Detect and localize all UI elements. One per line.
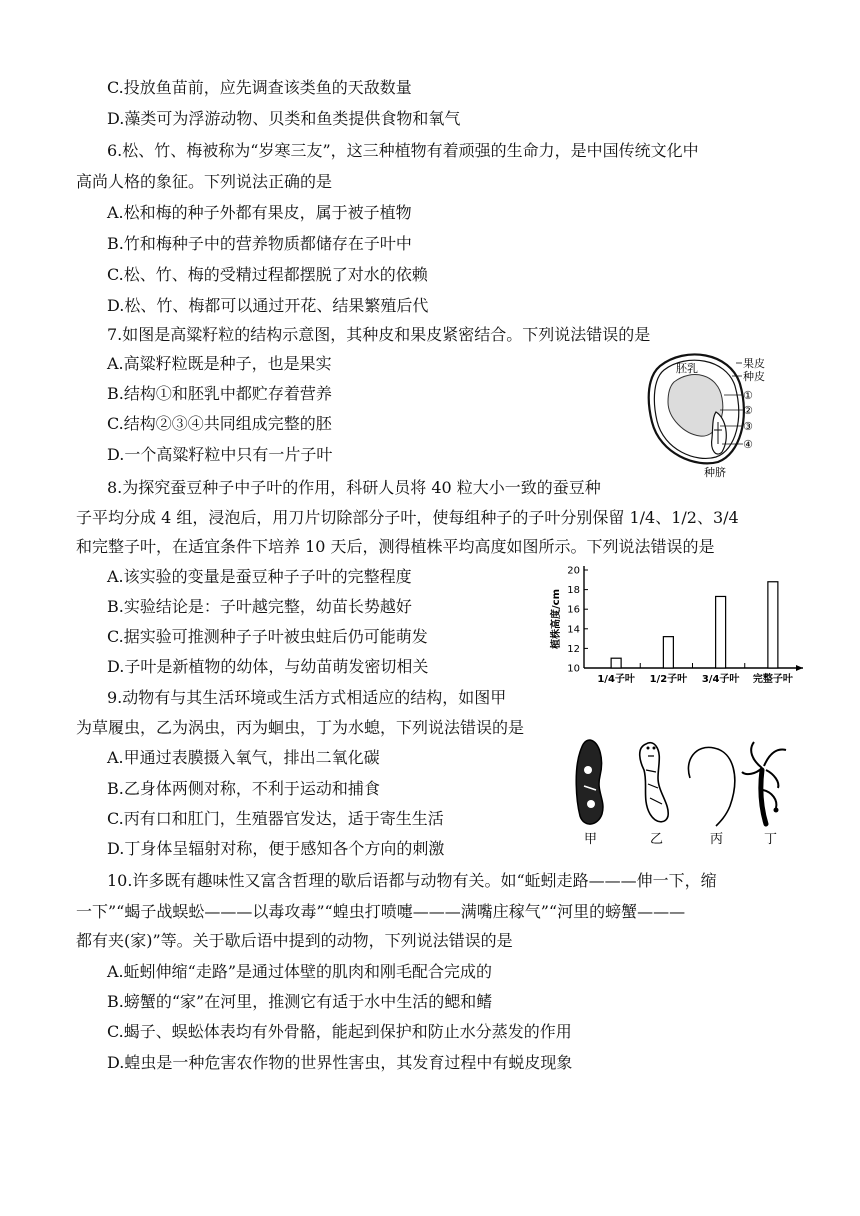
label-hilum: 种脐 [704,466,726,479]
bar-chart-svg [548,560,810,690]
q6-option-b: B.竹和梅种子中的营养物质都储存在子叶中 [107,234,412,253]
q6-option-c: C.松、竹、梅的受精过程都摆脱了对水的依赖 [107,265,428,284]
animals-figure [566,730,804,846]
label-1: ① [743,389,753,402]
sorghum-seed-figure [640,346,790,481]
label-3: ③ [743,420,753,433]
q8-option-d: D.子叶是新植物的幼体，与幼苗萌发密切相关 [107,657,429,676]
q10-option-b: B.螃蟹的“家”在河里，推测它有适于水中生活的鳃和鳍 [107,992,493,1011]
y-tick-label: 16 [567,604,580,616]
bar [663,637,673,668]
q9-option-b: B.乙身体两侧对称，不利于运动和捕食 [107,779,380,798]
embryo [712,412,727,454]
q7-stem: 7.如图是高粱籽粒的结构示意图，其种皮和果皮紧密结合。下列说法错误的是 [107,325,651,344]
y-tick-label: 14 [567,624,580,636]
y-tick-label: 20 [567,565,580,577]
q8-option-a: A.该实验的变量是蚕豆种子子叶的完整程度 [107,567,412,586]
y-tick-label: 10 [567,663,580,675]
q9-stem-line1: 9.动物有与其生活环境或生活方式相适应的结构，如图甲 [107,688,507,707]
label-ding: 丁 [764,832,778,846]
q6-stem-line1: 6.松、竹、梅被称为“岁寒三友”，这三种植物有着顽强的生命力，是中国传统文化中 [107,141,699,160]
bar [611,658,621,668]
paramecium-drawing [576,740,603,824]
q9-option-a: A.甲通过表膜摄入氧气，排出二氧化碳 [107,748,380,767]
q5-option-d: D.藻类可为浮游动物、贝类和鱼类提供食物和氧气 [107,109,461,128]
x-category-label: 1/2子叶 [649,674,688,685]
q9-stem-line2: 为草履虫，乙为涡虫，丙为蛔虫，丁为水螅，下列说法错误的是 [76,718,525,737]
q9-option-d: D.丁身体呈辐射对称，便于感知各个方向的刺激 [107,839,445,858]
q5-option-c: C.投放鱼苗前，应先调查该类鱼的天敌数量 [107,78,412,97]
q6-option-a: A.松和梅的种子外都有果皮，属于被子植物 [107,203,412,222]
q10-stem-line3: 都有夹(家)”等。关于歇后语中提到的动物，下列说法错误的是 [76,931,513,950]
q7-option-c: C.结构②③④共同组成完整的胚 [107,414,332,433]
x-axis-arrow [796,665,803,671]
label-seed-coat: 种皮 [743,370,765,383]
label-2: ② [743,404,753,417]
q7-option-a: A.高粱籽粒既是种子，也是果实 [107,354,332,373]
sorghum-seed-diagram [640,346,790,481]
y-tick-label: 12 [567,643,580,655]
q10-option-c: C.蝎子、蜈蚣体表均有外骨骼，能起到保护和防止水分蒸发的作用 [107,1022,572,1041]
q8-option-b: B.实验结论是：子叶越完整，幼苗长势越好 [107,597,412,616]
bar [716,596,726,668]
x-category-label: 3/4子叶 [701,674,740,685]
label-4: ④ [743,438,753,451]
height-bar-chart [548,560,810,690]
x-category-label: 完整子叶 [752,674,793,685]
q7-option-d: D.一个高粱籽粒中只有一片子叶 [107,445,333,464]
q10-option-d: D.蝗虫是一种危害农作物的世界性害虫，其发育过程中有蜕皮现象 [107,1053,573,1072]
q7-option-b: B.结构①和胚乳中都贮存着营养 [107,384,332,403]
q8-stem-line2: 子平均分成 4 组，浸泡后，用刀片切除部分子叶，使每组种子的子叶分别保留 1/4、1/2、3/4 [76,508,739,527]
animals-diagram [566,730,804,846]
y-axis-label: 植株高度/cm [551,589,562,649]
q8-stem-line1: 8.为探究蚕豆种子中子叶的作用，科研人员将 40 粒大小一致的蚕豆种 [107,478,601,497]
y-tick-label: 18 [567,585,580,597]
planarian-drawing [640,743,669,822]
q10-stem-line1: 10.许多既有趣味性又富含哲理的歇后语都与动物有关。如“蚯蚓走路———伸一下，缩 [107,871,717,890]
roundworm-drawing [688,747,734,826]
q9-option-c: C.丙有口和肛门，生殖器官发达，适于寄生生活 [107,809,444,828]
label-pericarp: 果皮 [743,357,765,370]
label-yi: 乙 [650,832,664,846]
q6-option-d: D.松、竹、梅都可以通过开花、结果繁殖后代 [107,296,429,315]
label-endosperm: 胚乳 [676,362,698,375]
x-category-label: 1/4子叶 [597,674,635,685]
hydra-drawing [742,742,786,824]
label-jia: 甲 [584,832,598,846]
q8-stem-line3: 和完整子叶，在适宜条件下培养 10 天后，测得植株平均高度如图所示。下列说法错误的是 [76,537,715,556]
q10-stem-line2: 一下”“蝎子战蜈蚣———以毒攻毒”“蝗虫打喷嚏———满嘴庄稼气”“河里的螃蟹——— [76,902,686,921]
label-bing: 丙 [710,832,724,846]
q10-option-a: A.蚯蚓伸缩“走路”是通过体壁的肌肉和刚毛配合完成的 [107,962,493,981]
bar [768,582,778,668]
q6-stem-line2: 高尚人格的象征。下列说法正确的是 [76,172,333,191]
q8-option-c: C.据实验可推测种子子叶被虫蛀后仍可能萌发 [107,627,428,646]
